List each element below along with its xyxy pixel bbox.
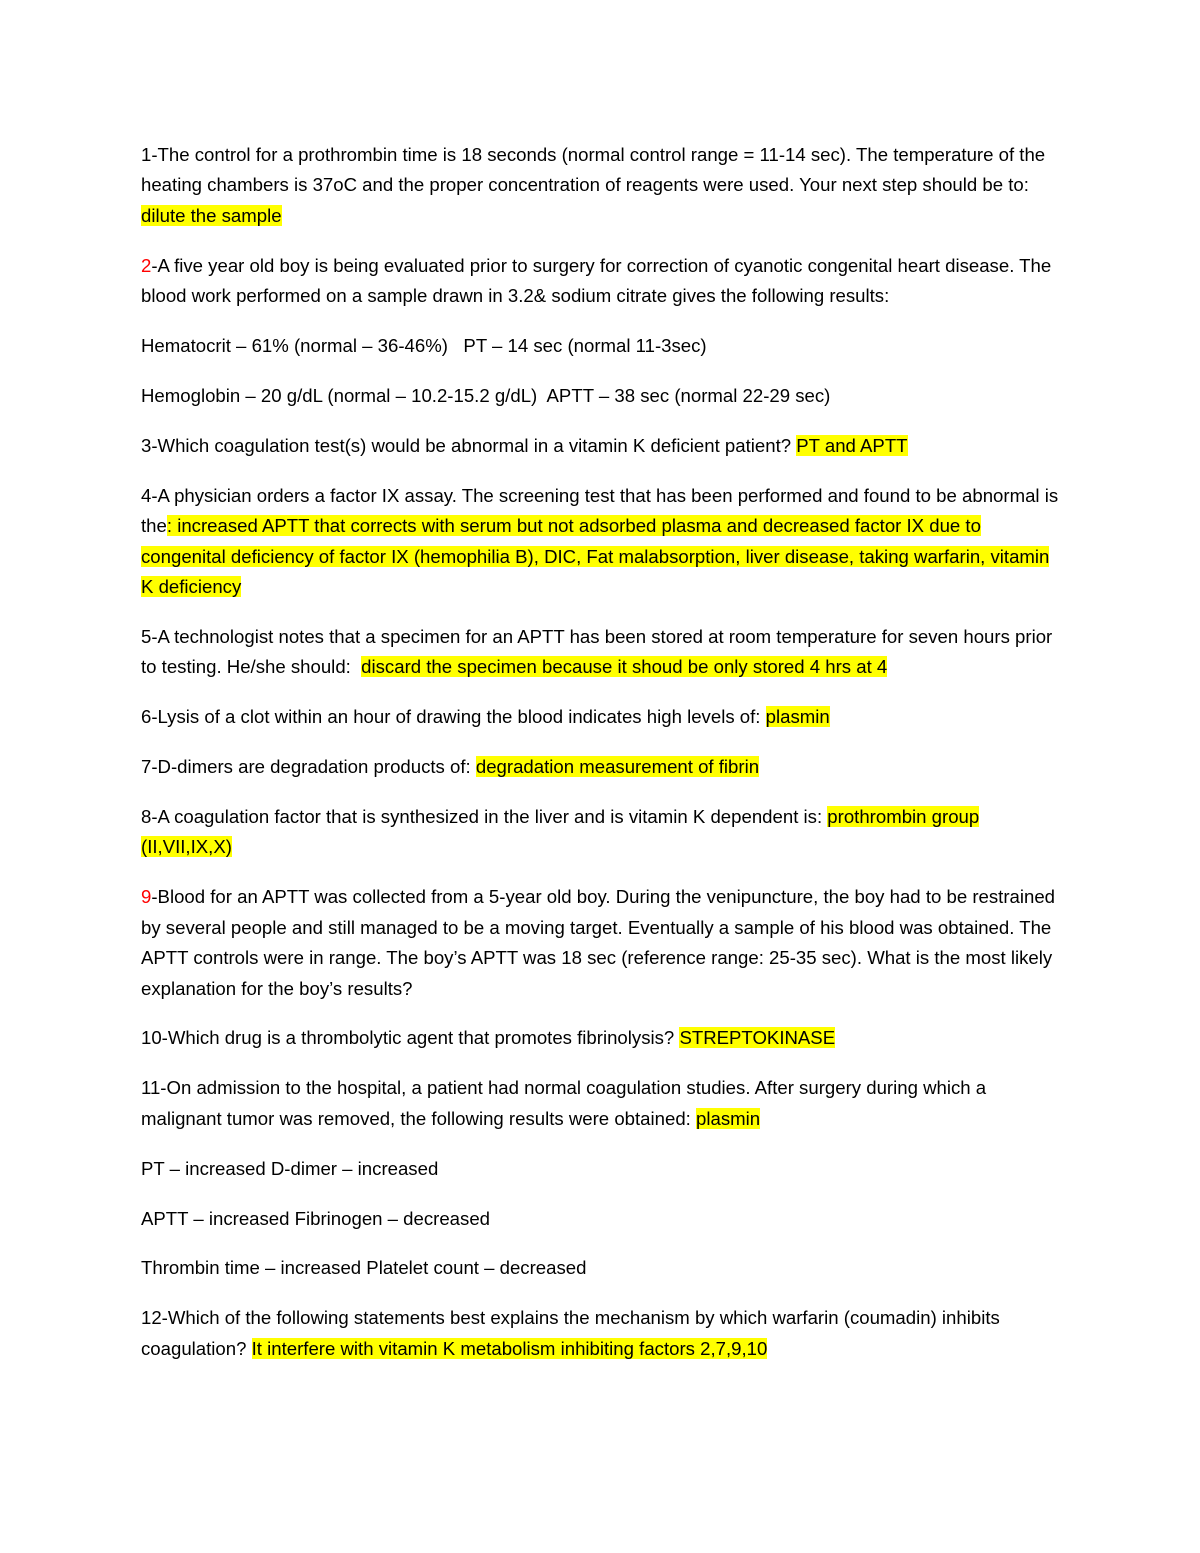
question-number: 9 (141, 886, 152, 908)
question-5 (141, 622, 1066, 683)
question-6 (141, 702, 1066, 732)
question-8 (141, 802, 1066, 863)
answer-highlight: : increased APTT that corrects with serum but not adsorbed plasma and decreased factor IX due to congenital deficiency of factor IX (hemophilia B), DIC, Fat malabsorption, liver disease, taking warfarin, vitamin K deficiency (141, 515, 1050, 597)
question-text: -Blood for an APTT was collected from a 5-year old boy. During the venipuncture, the boy had to be restrained by several people and still managed to be a moving target. Eventually a sample of his blood was obtained. The APTT controls were in range. The boy’s APTT was 18 sec (reference range: 25-35 sec). What is the most likely explanation for the boy’s results? (141, 886, 1056, 999)
result-line: APTT – increased Fibrinogen – decreased (141, 1207, 491, 1229)
question-text: 1-The control for a prothrombin time is 18 seconds (normal control range = 11-14 sec). The temperature of the heating chambers is 37oC and the proper concentration of reagents were used. Your next step should be to: (141, 144, 1046, 196)
result-line: Hemoglobin – 20 g/dL (normal – 10.2-15.2 g/dL) APTT – 38 sec (normal 22-29 sec) (141, 384, 831, 406)
question-11 (141, 1073, 1066, 1134)
question-text: 8-A coagulation factor that is synthesized in the liver and is vitamin K dependent is: (141, 806, 828, 827)
question-text: 7-D-dimers are degradation products of: (141, 756, 476, 778)
question-text: 3-Which coagulation test(s) would be abnormal in a vitamin K deficient patient? (141, 434, 797, 456)
question-text: 10-Which drug is a thrombolytic agent that promotes fibrinolysis? (141, 1027, 680, 1049)
question-12 (141, 1303, 1066, 1364)
question-3 (141, 431, 1066, 461)
answer-highlight: dilute the sample (141, 204, 282, 226)
answer-highlight: prothrombin group (II,VII,IX,X) (141, 806, 980, 858)
question-text: -A five year old boy is being evaluated prior to surgery for correction of cyanotic congenital heart disease. The blood work performed on a sample drawn in 3.2& sodium citrate gives the following results: (141, 254, 1052, 307)
document-body (141, 140, 1066, 1384)
question-text: 5-A technologist notes that a specimen for an APTT has been stored at room temperature for seven hours prior to testing. He/she should: (141, 625, 1058, 678)
question-text: 12-Which of the following statements best explains the mechanism by which warfarin (coumadin) inhibits coagulation? (141, 1307, 1000, 1359)
answer-highlight: plasmin (696, 1107, 761, 1129)
answer-highlight: plasmin (765, 706, 830, 728)
question-4 (141, 481, 1066, 603)
result-line: PT – increased D-dimer – increased (141, 1157, 439, 1179)
result-line: Hematocrit – 61% (normal – 36-46%) PT – 14 sec (normal 11-3sec) (141, 335, 707, 357)
answer-highlight: PT and APTT (796, 434, 908, 456)
question-number: 2 (141, 254, 152, 276)
question-text: 6-Lysis of a clot within an hour of drawing the blood indicates high levels of: (141, 706, 766, 728)
answer-highlight: discard the specimen because it shoud be only stored 4 hrs at 4 (361, 656, 888, 678)
question-9 (141, 882, 1066, 1004)
question-10 (141, 1023, 1066, 1053)
question-1 (141, 140, 1066, 231)
answer-highlight: STREPTOKINASE (679, 1027, 836, 1049)
question-text: 11-On admission to the hospital, a patient had normal coagulation studies. After surgery during which a malignant tumor was removed, the following results were obtained: (141, 1077, 987, 1129)
question-7 (141, 752, 1066, 782)
question-text: 4-A physician orders a factor IX assay. The screening test that has been performed and found to be abnormal is the (141, 484, 1059, 537)
result-line: Thrombin time – increased Platelet count – decreased (141, 1257, 587, 1279)
answer-highlight: It interfere with vitamin K metabolism inhibiting factors 2,7,9,10 (251, 1337, 768, 1359)
question-2 (141, 251, 1066, 312)
answer-highlight: degradation measurement of fibrin (475, 756, 760, 778)
